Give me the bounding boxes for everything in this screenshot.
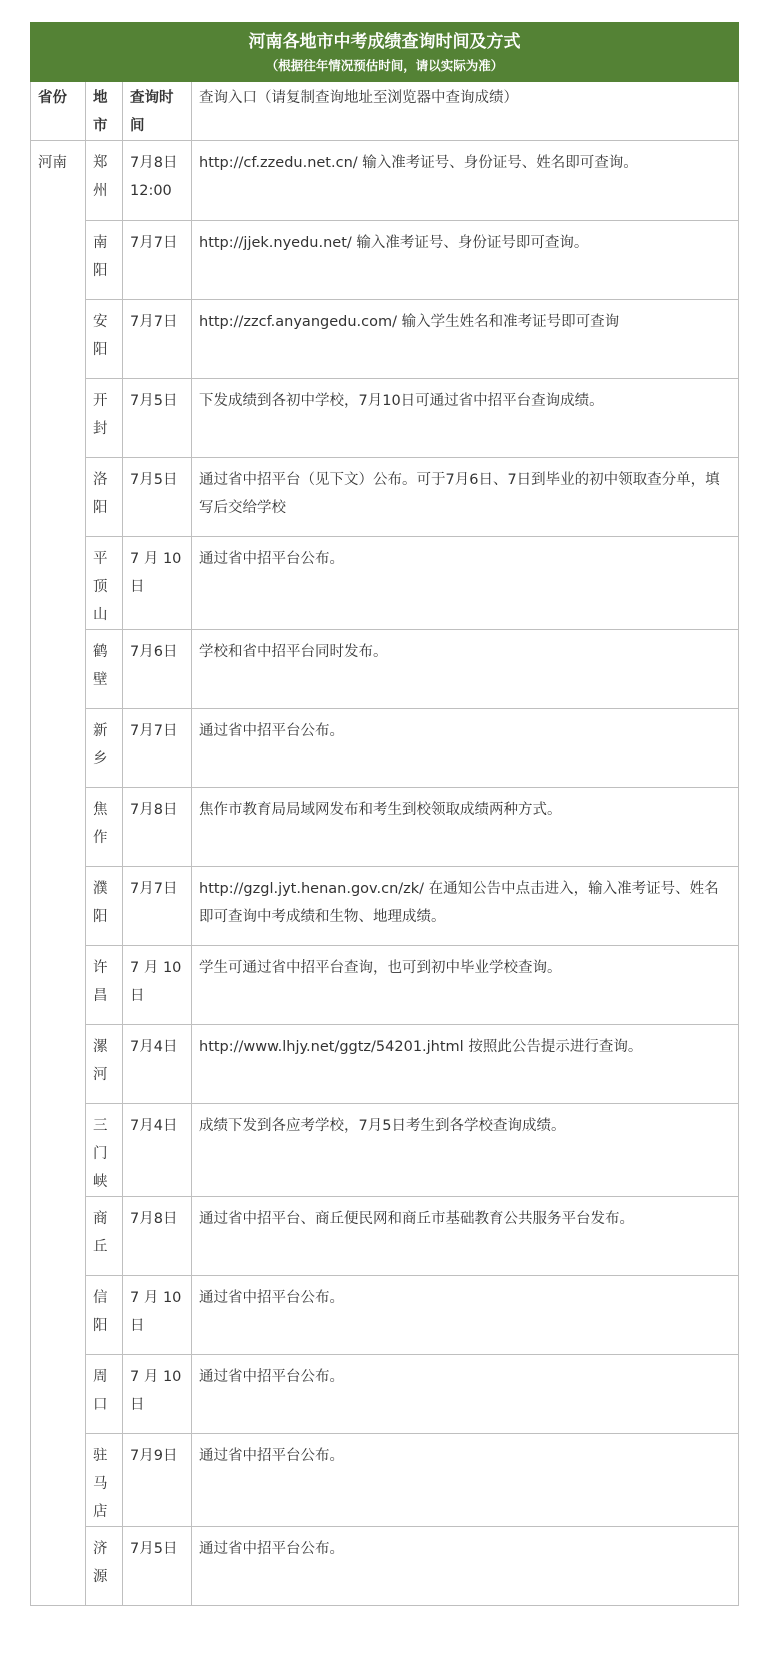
table-row: [31, 1527, 739, 1606]
entry-cell: http://zzcf.anyangedu.com/ 输入学生姓名和准考证号即可查询: [192, 300, 739, 379]
header-time: 查询时间: [123, 82, 192, 141]
time-cell: 7月8日: [123, 788, 192, 867]
province-cell: [31, 1025, 86, 1104]
entry-cell: 通过省中招平台公布。: [192, 537, 739, 630]
score-query-table-container: [30, 22, 738, 1606]
province-cell: 河南: [31, 141, 86, 221]
entry-cell: 通过省中招平台公布。: [192, 709, 739, 788]
time-cell: 7 月 10 日: [123, 537, 192, 630]
table-row: [31, 458, 739, 537]
province-cell: [31, 788, 86, 867]
table-row: [31, 1025, 739, 1104]
city-cell: 开封: [86, 379, 123, 458]
entry-cell: 通过省中招平台、商丘便民网和商丘市基础教育公共服务平台发布。: [192, 1197, 739, 1276]
entry-cell: http://cf.zzedu.net.cn/ 输入准考证号、身份证号、姓名即可查询。: [192, 141, 739, 221]
province-cell: [31, 1434, 86, 1527]
entry-cell: http://jjek.nyedu.net/ 输入准考证号、身份证号即可查询。: [192, 221, 739, 300]
city-cell: 南阳: [86, 221, 123, 300]
city-cell: 平顶山: [86, 537, 123, 630]
province-cell: [31, 221, 86, 300]
table-row: [31, 946, 739, 1025]
entry-cell: 学生可通过省中招平台查询，也可到初中毕业学校查询。: [192, 946, 739, 1025]
city-cell: 周口: [86, 1355, 123, 1434]
table-row: [31, 1276, 739, 1355]
table-row: [31, 1197, 739, 1276]
title-cell: [31, 23, 739, 82]
table-row: [31, 537, 739, 630]
city-cell: 三门峡: [86, 1104, 123, 1197]
table-row: [31, 867, 739, 946]
time-cell: 7月8日 12:00: [123, 141, 192, 221]
time-cell: 7月7日: [123, 300, 192, 379]
province-cell: [31, 630, 86, 709]
province-cell: [31, 1276, 86, 1355]
table-row: [31, 630, 739, 709]
city-cell: 漯河: [86, 1025, 123, 1104]
time-cell: 7月6日: [123, 630, 192, 709]
table-row: [31, 141, 739, 221]
province-cell: [31, 300, 86, 379]
city-cell: 新乡: [86, 709, 123, 788]
city-cell: 驻马店: [86, 1434, 123, 1527]
time-cell: 7月5日: [123, 379, 192, 458]
city-cell: 济源: [86, 1527, 123, 1606]
entry-cell: 通过省中招平台公布。: [192, 1434, 739, 1527]
time-cell: 7 月 10 日: [123, 1276, 192, 1355]
time-cell: 7 月 10 日: [123, 946, 192, 1025]
province-cell: [31, 458, 86, 537]
table-row: [31, 709, 739, 788]
table-row: [31, 788, 739, 867]
entry-cell: http://gzgl.jyt.henan.gov.cn/zk/ 在通知公告中点击进入，输入准考证号、姓名即可查询中考成绩和生物、地理成绩。: [192, 867, 739, 946]
time-cell: 7月4日: [123, 1104, 192, 1197]
province-cell: [31, 709, 86, 788]
entry-cell: 下发成绩到各初中学校，7月10日可通过省中招平台查询成绩。: [192, 379, 739, 458]
header-row: [31, 82, 739, 141]
city-cell: 濮阳: [86, 867, 123, 946]
table-subtitle: （根据往年情况预估时间，请以实际为准）: [265, 58, 504, 73]
table-title: 河南各地市中考成绩查询时间及方式: [248, 32, 521, 52]
table-row: [31, 300, 739, 379]
city-cell: 鹤壁: [86, 630, 123, 709]
time-cell: 7月7日: [123, 221, 192, 300]
title-row: [31, 23, 739, 82]
entry-cell: 成绩下发到各应考学校，7月5日考生到各学校查询成绩。: [192, 1104, 739, 1197]
entry-cell: 通过省中招平台公布。: [192, 1355, 739, 1434]
header-province: 省份: [31, 82, 86, 141]
entry-cell: 学校和省中招平台同时发布。: [192, 630, 739, 709]
time-cell: 7月9日: [123, 1434, 192, 1527]
table-row: [31, 1104, 739, 1197]
province-cell: [31, 867, 86, 946]
city-cell: 洛阳: [86, 458, 123, 537]
time-cell: 7 月 10 日: [123, 1355, 192, 1434]
city-cell: 郑州: [86, 141, 123, 221]
entry-cell: http://www.lhjy.net/ggtz/54201.jhtml 按照此公告提示进行查询。: [192, 1025, 739, 1104]
province-cell: [31, 1197, 86, 1276]
city-cell: 许昌: [86, 946, 123, 1025]
time-cell: 7月5日: [123, 1527, 192, 1606]
table-row: [31, 1434, 739, 1527]
province-cell: [31, 379, 86, 458]
province-cell: [31, 1355, 86, 1434]
province-cell: [31, 1104, 86, 1197]
province-cell: [31, 1527, 86, 1606]
table-row: [31, 221, 739, 300]
city-cell: 焦作: [86, 788, 123, 867]
header-city: 地市: [86, 82, 123, 141]
province-cell: [31, 537, 86, 630]
table-row: [31, 379, 739, 458]
time-cell: 7月5日: [123, 458, 192, 537]
entry-cell: 通过省中招平台（见下文）公布。可于7月6日、7日到毕业的初中领取查分单，填写后交给学校: [192, 458, 739, 537]
entry-cell: 通过省中招平台公布。: [192, 1527, 739, 1606]
time-cell: 7月7日: [123, 709, 192, 788]
score-query-table: [30, 22, 739, 1606]
time-cell: 7月8日: [123, 1197, 192, 1276]
province-cell: [31, 946, 86, 1025]
table-row: [31, 1355, 739, 1434]
header-entry: 查询入口（请复制查询地址至浏览器中查询成绩）: [192, 82, 739, 141]
entry-cell: 焦作市教育局局域网发布和考生到校领取成绩两种方式。: [192, 788, 739, 867]
city-cell: 商丘: [86, 1197, 123, 1276]
time-cell: 7月7日: [123, 867, 192, 946]
city-cell: 安阳: [86, 300, 123, 379]
entry-cell: 通过省中招平台公布。: [192, 1276, 739, 1355]
city-cell: 信阳: [86, 1276, 123, 1355]
time-cell: 7月4日: [123, 1025, 192, 1104]
